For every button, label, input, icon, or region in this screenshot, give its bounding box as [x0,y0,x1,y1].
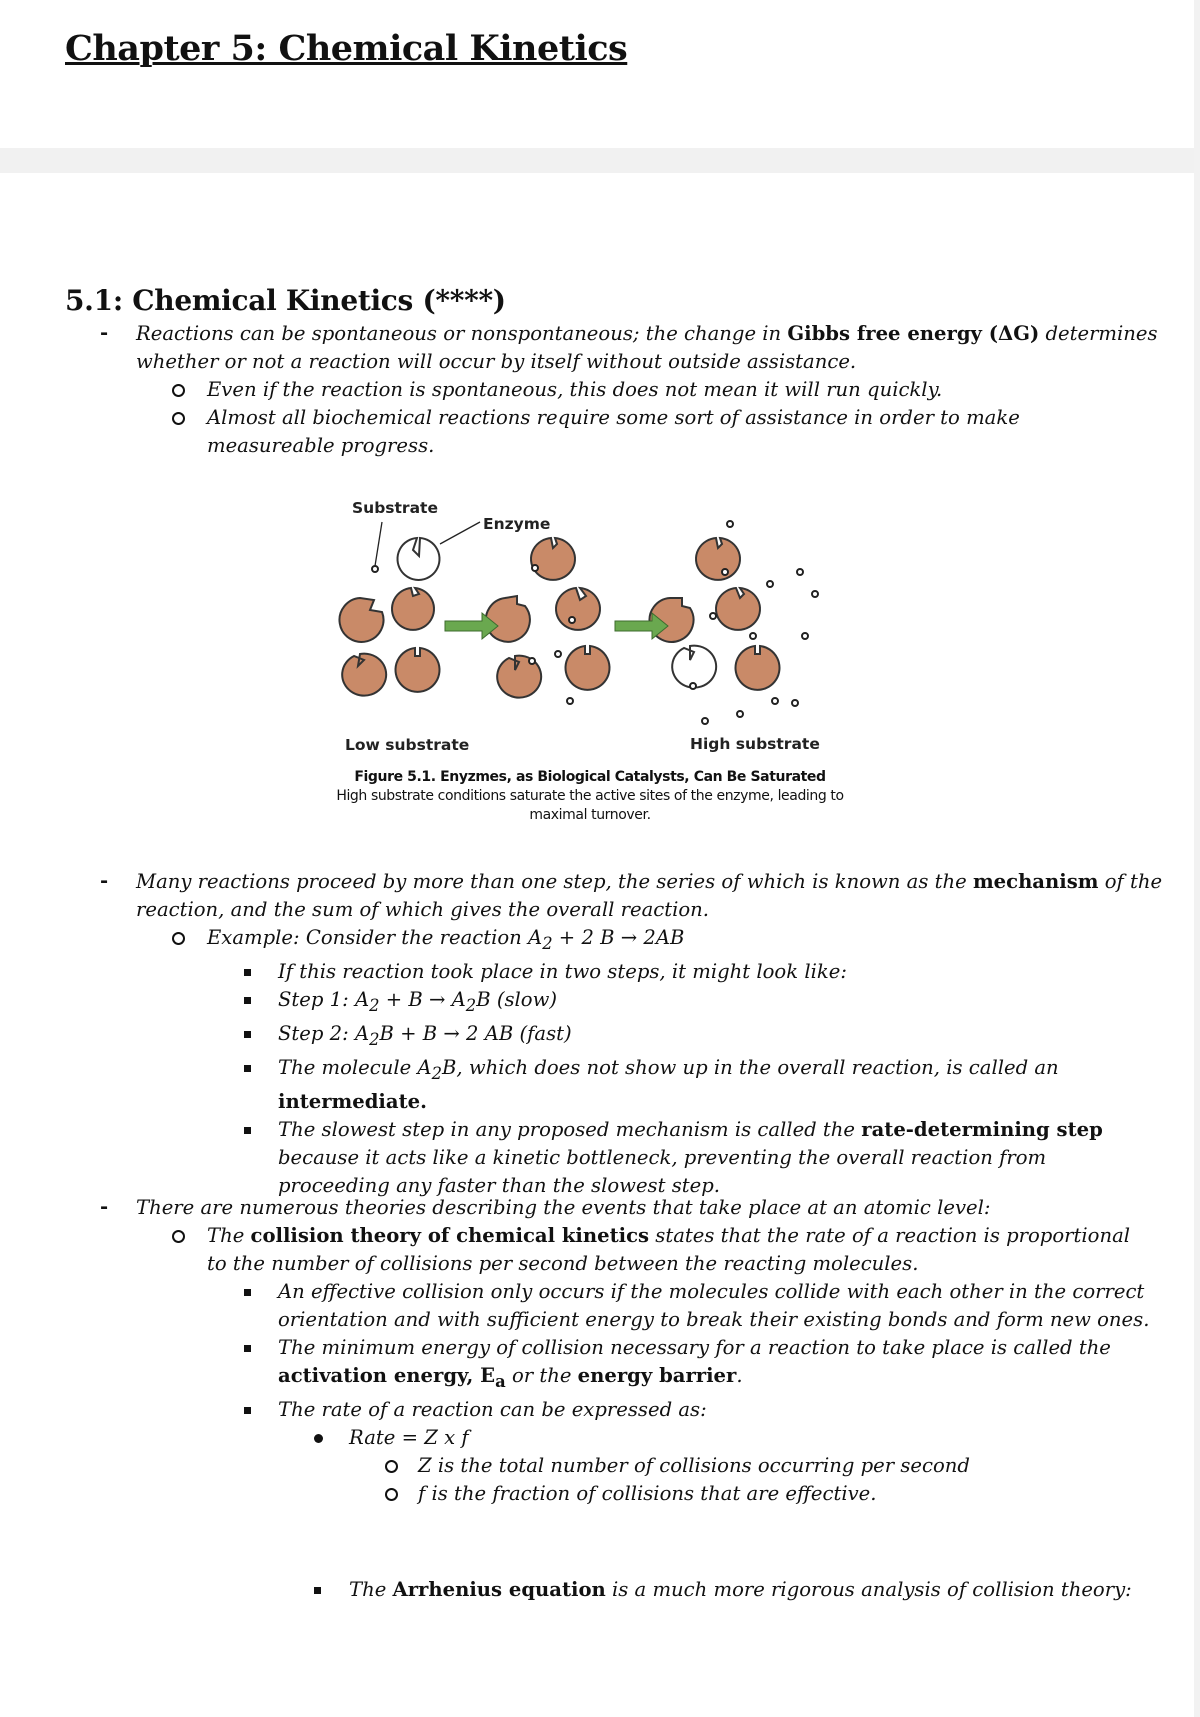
enzyme-icon [736,646,780,690]
label-substrate: Substrate [352,499,438,517]
substrate-dot [722,569,728,575]
enzyme-icon [556,588,600,630]
list-item: f is the fraction of collisions that are effective. [0,1480,1194,1508]
square-bullet-icon [244,1407,251,1414]
substrate-dot [555,651,561,657]
list-item-continuation: activation energy, $E_a$ or the energy barrier. [278,1364,743,1391]
list-item: Step 1: $A_2 + B \to A_2B$ (slow) [0,986,1194,1020]
list-item-continuation: to the number of collisions per second between the reacting molecules. [207,1252,919,1275]
list-item-continuation: orientation and with sufficient energy to break their existing bonds and form new ones. [278,1308,1150,1331]
substrate-dot [727,521,733,527]
dash-bullet: - [100,321,109,344]
enzyme-icon [342,654,386,696]
circle-bullet-icon [172,384,185,397]
substrate-dot [802,633,808,639]
caption-line: High substrate conditions saturate the active sites of the enzyme, leading to [336,788,844,804]
dot-bullet-icon [314,1434,323,1443]
circle-bullet-icon [172,1230,185,1243]
substrate-dot [569,617,575,623]
list-item-continuation: measureable progress. [207,434,435,457]
list-item: If this reaction took place in two steps, it might look like: [0,958,1194,986]
bullet-block-2 [0,868,1194,1200]
list-item: The molecule $A_2B$, which does not show up in the overall reaction, is called an [0,1054,1194,1088]
enzyme-icon [339,598,383,642]
square-bullet-icon [244,1031,251,1038]
substrate-dot [792,700,798,706]
page-break-band [0,148,1194,173]
list-item: Almost all biochemical reactions require some sort of assistance in order to make [0,404,1194,432]
substrate-dot [710,613,716,619]
substrate-dot [690,683,696,689]
substrate-dot [812,591,818,597]
dash-bullet: - [100,869,109,892]
square-bullet-icon [244,997,251,1004]
list-item: The rate of a reaction can be expressed as: [0,1396,1194,1424]
term-arrhenius-equation: Arrhenius equation [392,1578,606,1601]
list-item: - There are numerous theories describing the events that take place at an atomic level: [100,1195,991,1219]
square-bullet-icon [244,1065,251,1072]
term-energy-barrier: energy barrier [577,1364,737,1387]
square-bullet-icon [244,1289,251,1296]
substrate-dot [767,581,773,587]
term-gibbs-free-energy: Gibbs free energy (ΔG) [787,322,1040,345]
list-item: The Arrhenius equation is a much more rigorous analysis of collision theory: [0,1576,1194,1604]
list-item: The slowest step in any proposed mechanism is called the rate-determining step [0,1116,1194,1144]
enzyme-empty-icon [398,538,440,580]
label-high-substrate: High substrate [690,735,820,753]
enzyme-icon [531,538,575,580]
substrate-dot [567,698,573,704]
square-bullet-icon [244,1345,251,1352]
term-mechanism: mechanism [972,870,1099,893]
list-item: - Many reactions proceed by more than one step, the series of which is known as the mechanism of the [100,869,1163,893]
label-low-substrate: Low substrate [345,736,470,754]
square-bullet-icon [244,969,251,976]
list-item: - Reactions can be spontaneous or nonspontaneous; the change in Gibbs free energy (ΔG) determines [100,321,1158,345]
list-item: The minimum energy of collision necessary for a reaction to take place is called the [0,1334,1194,1362]
list-item: Z is the total number of collisions occurring per second [0,1452,1194,1480]
list-item: Example: Consider the reaction $A_2 + 2$ B → 2AB [0,924,1194,958]
square-bullet-icon [314,1587,321,1594]
circle-bullet-icon [385,1488,398,1501]
dash-bullet: - [100,1195,109,1218]
substrate-dot [532,565,538,571]
enzyme-icon [396,648,440,692]
enzyme-icon [566,646,610,690]
substrate-dot [737,711,743,717]
circle-bullet-icon [385,1460,398,1473]
term-rate-determining-step: rate-determining step [861,1117,1103,1141]
substrate-dot [702,718,708,724]
enzyme-partial-icon [672,646,716,688]
section-title: 5.1: Chemical Kinetics (****) [65,284,506,317]
enzyme-pointer-line [440,522,480,544]
list-item-continuation [0,1088,1194,1116]
substrate-dot [797,569,803,575]
circle-bullet-icon [172,932,185,945]
bullet-block-4 [0,1576,1194,1604]
caption-line: maximal turnover. [529,807,651,823]
term-intermediate: intermediate. [278,1089,427,1113]
caption-title: Figure 5.1. Enyzmes, as Biological Catalysts, Can Be Saturated [354,769,826,785]
chapter-title: Chapter 5: Chemical Kinetics [65,28,628,69]
enzyme-icon [716,588,760,630]
enzyme-icon [392,588,434,630]
circle-bullet-icon [172,412,185,425]
list-item: Rate = Z x f [0,1424,1194,1452]
list-item-continuation: reaction, and the sum of which gives the overall reaction. [136,898,710,921]
enzyme-saturation-figure [320,496,860,796]
list-item: The collision theory of chemical kinetics states that the rate of a reaction is proportional [0,1222,1194,1250]
list-item: An effective collision only occurs if the molecules collide with each other in the correct [0,1278,1194,1306]
list-item-continuation: because it acts like a kinetic bottleneck, preventing the overall reaction from [278,1145,1047,1169]
list-item: Step 2: $A_2B + B \to 2$ AB (fast) [0,1020,1194,1054]
term-activation-energy: activation energy, E [278,1364,496,1387]
bullet-block-1 [0,320,1194,460]
substrate-dot [750,633,756,639]
substrate-dot [772,698,778,704]
substrate-pointer-line [375,522,382,566]
square-bullet-icon [244,1127,251,1134]
substrate-dot [529,658,535,664]
page-right-edge [1194,0,1200,1717]
bullet-block-3 [0,1194,1194,1508]
label-enzyme: Enzyme [483,515,551,533]
list-item-continuation: proceeding any faster than the slowest step. [278,1173,720,1197]
substrate-dot [372,566,378,572]
list-item: Even if the reaction is spontaneous, this does not mean it will run quickly. [0,376,1194,404]
enzyme-icon [486,596,530,642]
term-collision-theory: collision theory of chemical kinetics [250,1224,650,1247]
list-item-continuation: whether or not a reaction will occur by itself without outside assistance. [136,350,857,373]
enzyme-icon [696,538,740,580]
figure-caption [300,768,880,825]
